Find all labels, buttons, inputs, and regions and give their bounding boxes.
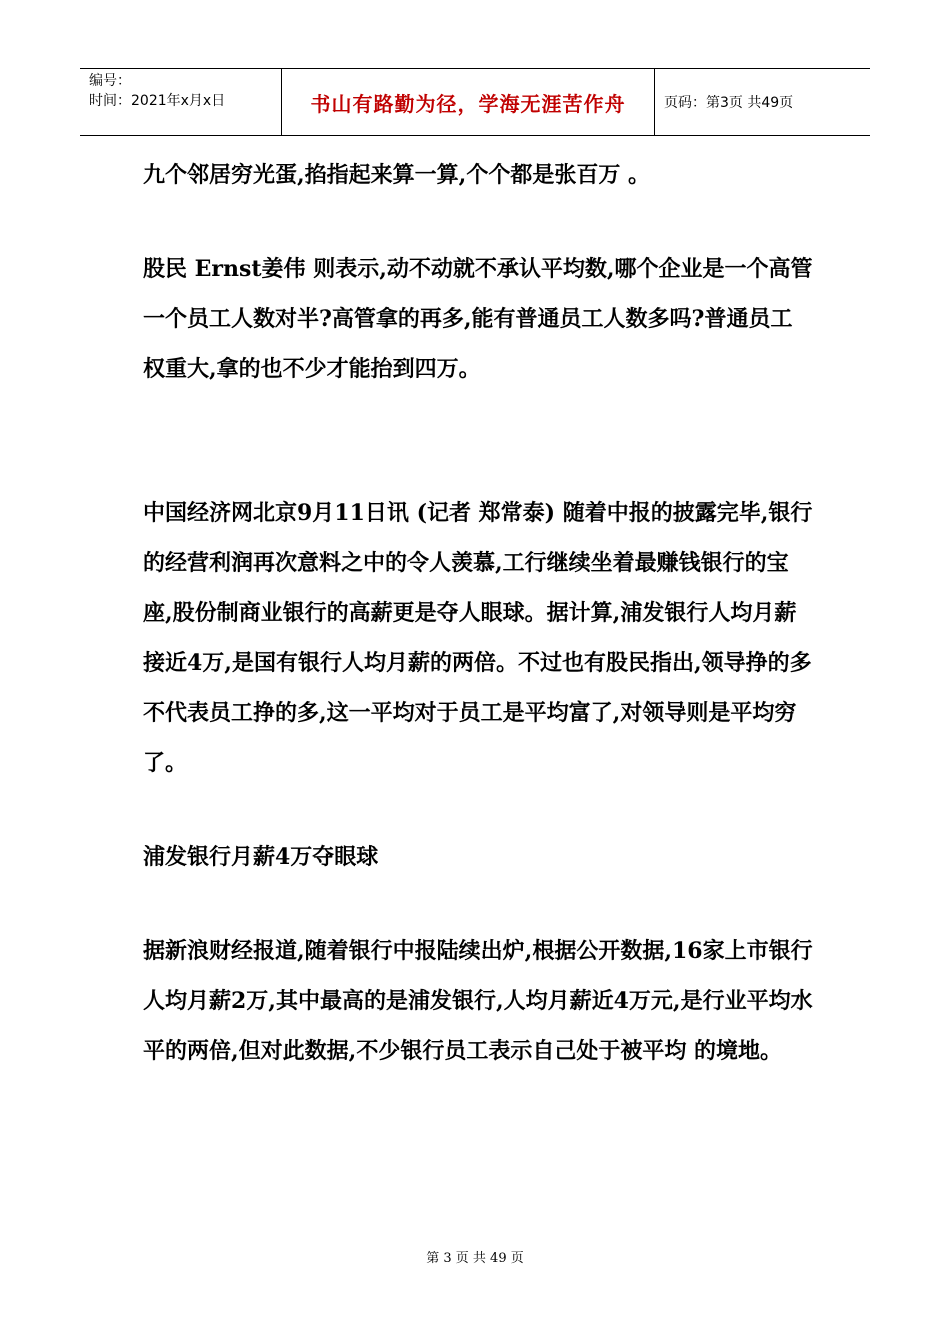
document-header xyxy=(80,68,870,136)
header-meta xyxy=(80,69,282,135)
document-body xyxy=(143,150,813,1076)
paragraph-2: 股民 Ernst姜伟 则表示,动不动就不承认平均数,哪个企业是一个高管一个员工人数对半?高管拿的再多,能有普通员工人数多吗?普通员工权重大,拿的也不少才能抬到四万。 xyxy=(143,256,813,382)
paragraph-3: 中国经济网北京9月11日讯 (记者 郑常泰) 随着中报的披露完毕,银行的经营利润再次意料之中的令人羡慕,工行继续坐着最赚钱银行的宝座,股份制商业银行的高薪更是夺人眼球。据计算,浦发银行人均月薪接近4万,是国有银行人均月薪的两倍。不过也有股民指出,领导挣的多不代表员工挣的多,这一平均对于员工是平均富了,对领导则是平均穷了。 xyxy=(143,500,813,776)
date-label: 时间：2021年x月x日 xyxy=(89,93,226,109)
paragraph-4: 据新浪财经报道,随着银行中报陆续出炉,根据公开数据,16家上市银行人均月薪2万,其中最高的是浦发银行,人均月薪近4万元,是行业平均水平的两倍,但对此数据,不少银行员工表示自己处于被平均 的境地。 xyxy=(143,938,813,1064)
header-page-info: 页码：第3页 共49页 xyxy=(664,95,794,111)
header-motto: 书山有路勤为径，学海无涯苦作舟 xyxy=(282,69,655,135)
page-footer: 第 3 页 共 49 页 xyxy=(426,1251,524,1266)
number-label: 编号： xyxy=(89,73,131,89)
section-heading: 浦发银行月薪4万夺眼球 xyxy=(143,844,379,870)
paragraph-1: 九个邻居穷光蛋,掐指起来算一算,个个都是张百万 。 xyxy=(143,162,650,188)
